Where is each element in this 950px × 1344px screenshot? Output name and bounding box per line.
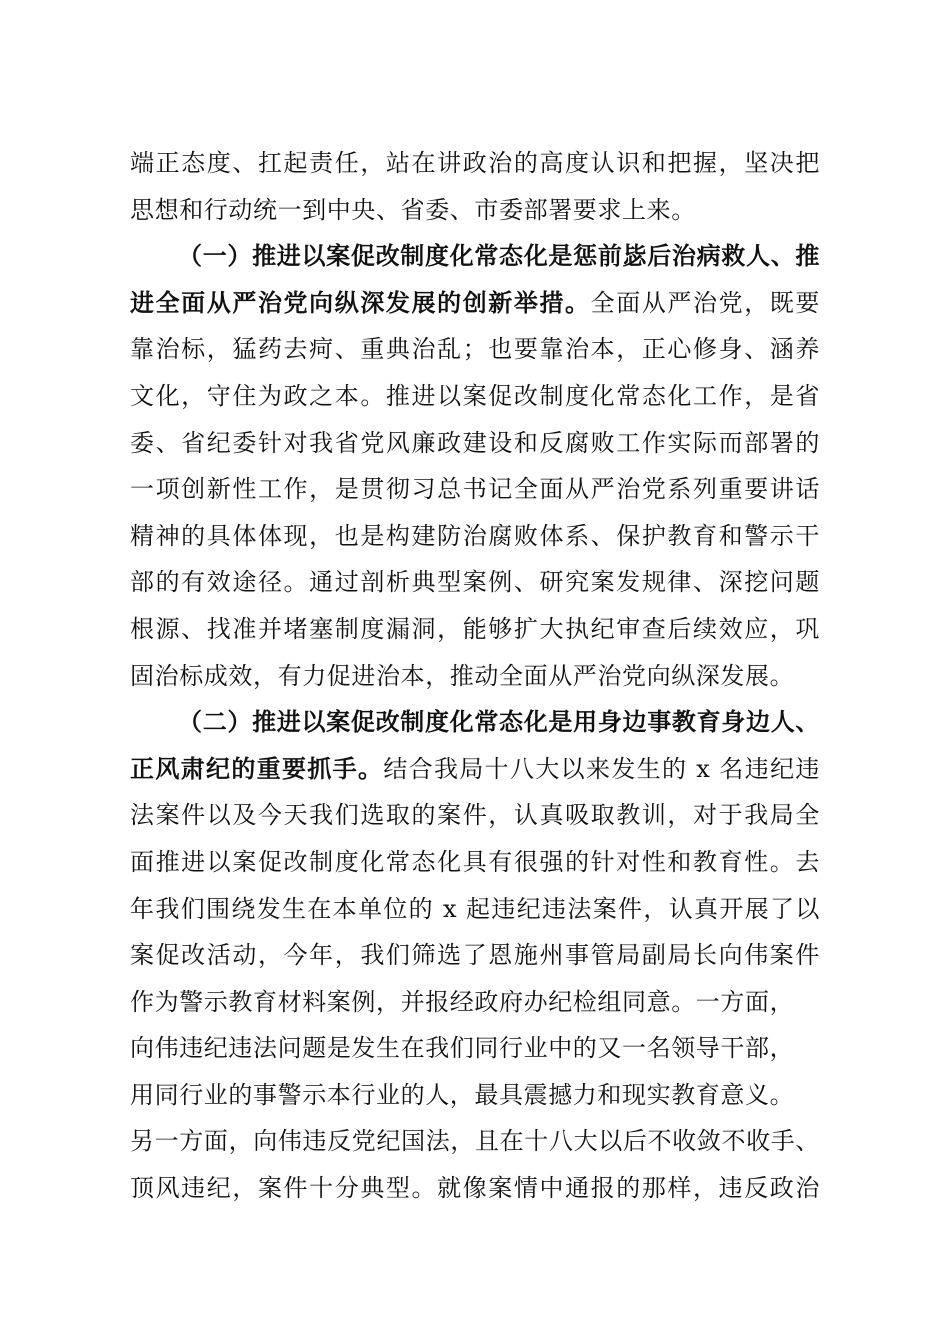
paragraph-line: 案促改活动，今年，我们筛选了恩施州事管局副局长向伟案件 — [130, 941, 820, 970]
paragraph-line: 一项创新性工作，是贯彻习总书记全面从严治党系列重要讲话 — [130, 475, 820, 504]
paragraph-line: 端正态度、扛起责任，站在讲政治的高度认识和把握，坚决把 — [130, 149, 820, 177]
paragraph-line: 向伟违纪违法问题是发生在我们同行业中的又一名领导干部， — [130, 1034, 795, 1063]
paragraph-line: 作为警示教育材料案例，并报经政府办纪检组同意。一方面， — [130, 987, 795, 1016]
paragraph-line: 顶风违纪，案件十分典型。就像案情中通报的那样，违反政治 — [130, 1174, 820, 1203]
paragraph-line: 年我们围绕发生在本单位的 x 起违纪违法案件，认真开展了以 — [130, 894, 820, 923]
paragraph-text: 结合我局十八大以来发生的 x 名违纪违 — [383, 754, 820, 783]
paragraph-line: 委、省纪委针对我省党风廉政建设和反腐败工作实际而部署的 — [130, 428, 820, 457]
paragraph-line: 用同行业的事警示本行业的人，最具震撼力和现实教育意义。 — [130, 1080, 795, 1109]
paragraph-line: 面推进以案促改制度化常态化具有很强的针对性和教育性。去 — [130, 847, 820, 876]
section-heading-line: （一）推进以案促改制度化常态化是惩前毖后治病救人、推 — [178, 241, 820, 271]
section-heading-line — [130, 280, 820, 327]
paragraph-line: 根源、找准并堵塞制度漏洞，能够扩大执纪审查后续效应，巩 — [130, 614, 820, 643]
paragraph-line: 另一方面，向伟违反党纪国法，且在十八大以后不收敛不收手、 — [130, 1127, 820, 1156]
paragraph-line: 思想和行动统一到中央、省委、市委部署要求上来。 — [130, 195, 696, 224]
paragraph-line: 部的有效途径。通过剖析典型案例、研究案发规律、深挖问题 — [130, 568, 820, 597]
paragraph-line: 法案件以及今天我们选取的案件，认真吸取教训，对于我局全 — [130, 801, 820, 830]
document-body — [130, 140, 820, 1212]
paragraph-line: 固治标成效，有力促进治本，推动全面从严治党向纵深发展。 — [130, 661, 795, 690]
paragraph-text: 全面从严治党，既要 — [590, 288, 820, 317]
section-heading-line — [130, 746, 820, 793]
section-heading-text: 正风肃纪的重要抓手。 — [130, 753, 384, 783]
section-heading-text: 进全面从严治党向纵深发展的创新举措。 — [130, 287, 591, 317]
section-heading-line: （二）推进以案促改制度化常态化是用身边事教育身边人、 — [178, 707, 820, 737]
paragraph-line: 精神的具体体现，也是构建防治腐败体系、保护教育和警示干 — [130, 521, 820, 550]
paragraph-line: 文化，守住为政之本。推进以案促改制度化常态化工作，是省 — [130, 381, 820, 410]
paragraph-line: 靠治标，猛药去疴、重典治乱；也要靠治本，正心修身、涵养 — [130, 335, 820, 364]
